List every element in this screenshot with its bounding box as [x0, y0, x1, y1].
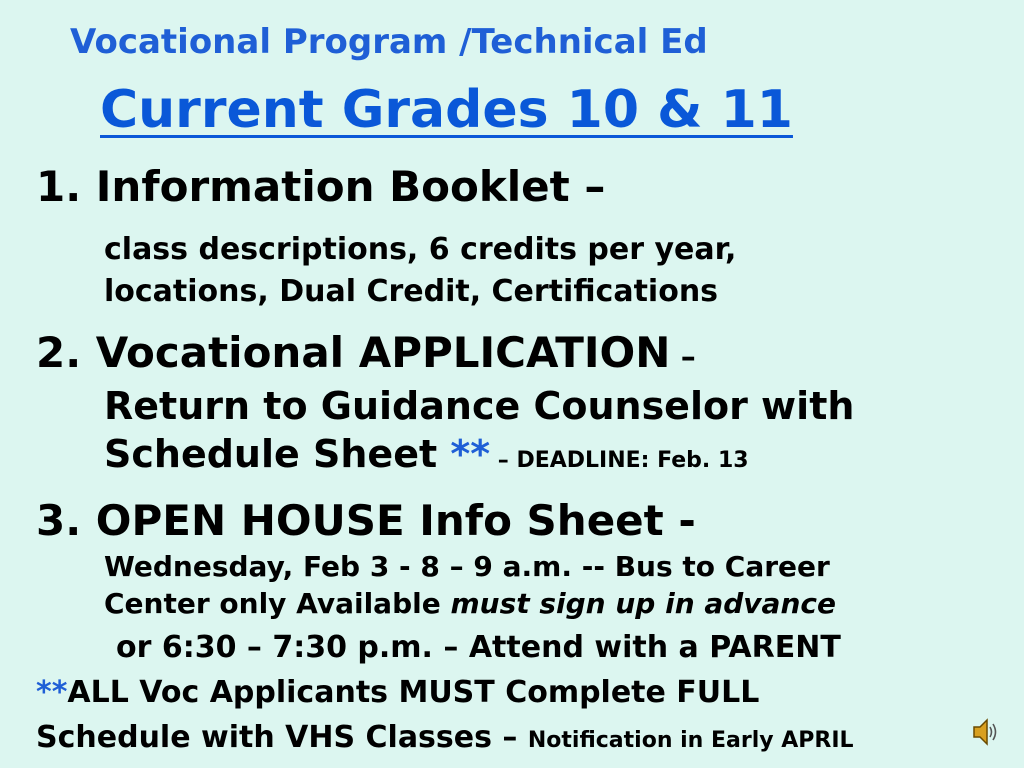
slide-title-line1: Vocational Program /Technical Ed: [70, 22, 708, 62]
item-3-heading: 3. OPEN HOUSE Info Sheet -: [36, 496, 696, 545]
note-line1: [36, 675, 759, 710]
note-line1-text: ALL Voc Applicants MUST Complete FULL: [67, 675, 760, 710]
note-stars: **: [36, 675, 68, 710]
note-line2-dash: –: [502, 720, 528, 755]
item-1-detail-line2: locations, Dual Credit, Certifications: [104, 274, 719, 309]
note-line2-small: Notification in Early APRIL: [527, 728, 854, 753]
item-2-detail-line2: [104, 432, 749, 476]
slide-title-line2: Current Grades 10 & 11: [100, 80, 793, 140]
item-2-stars: **: [450, 432, 491, 476]
item-2-heading-dash: –: [670, 340, 696, 375]
item-2-deadline: – DEADLINE: Feb. 13: [490, 448, 749, 473]
note-line2: [36, 720, 854, 755]
item-2-heading-main: 2. Vocational APPLICATION: [36, 328, 671, 377]
speaker-icon[interactable]: [972, 716, 1000, 748]
item-3-detail-italic: must sign up in advance: [450, 587, 836, 620]
item-1-detail-line1: class descriptions, 6 credits per year,: [104, 232, 737, 267]
item-3-detail-main: Center only Available: [104, 587, 451, 620]
item-2-heading: [36, 328, 696, 377]
item-2-detail-main: Schedule Sheet: [104, 432, 451, 476]
item-3-detail-line2: [104, 587, 836, 620]
item-3-detail-line3: or 6:30 – 7:30 p.m. – Attend with a PARENT: [116, 630, 841, 665]
item-2-detail-line1: Return to Guidance Counselor with: [104, 384, 855, 428]
note-line2-main: Schedule with VHS Classes: [36, 720, 503, 755]
item-1-heading: 1. Information Booklet –: [36, 162, 606, 211]
item-3-detail-line1: Wednesday, Feb 3 - 8 – 9 a.m. -- Bus to Career: [104, 550, 830, 583]
